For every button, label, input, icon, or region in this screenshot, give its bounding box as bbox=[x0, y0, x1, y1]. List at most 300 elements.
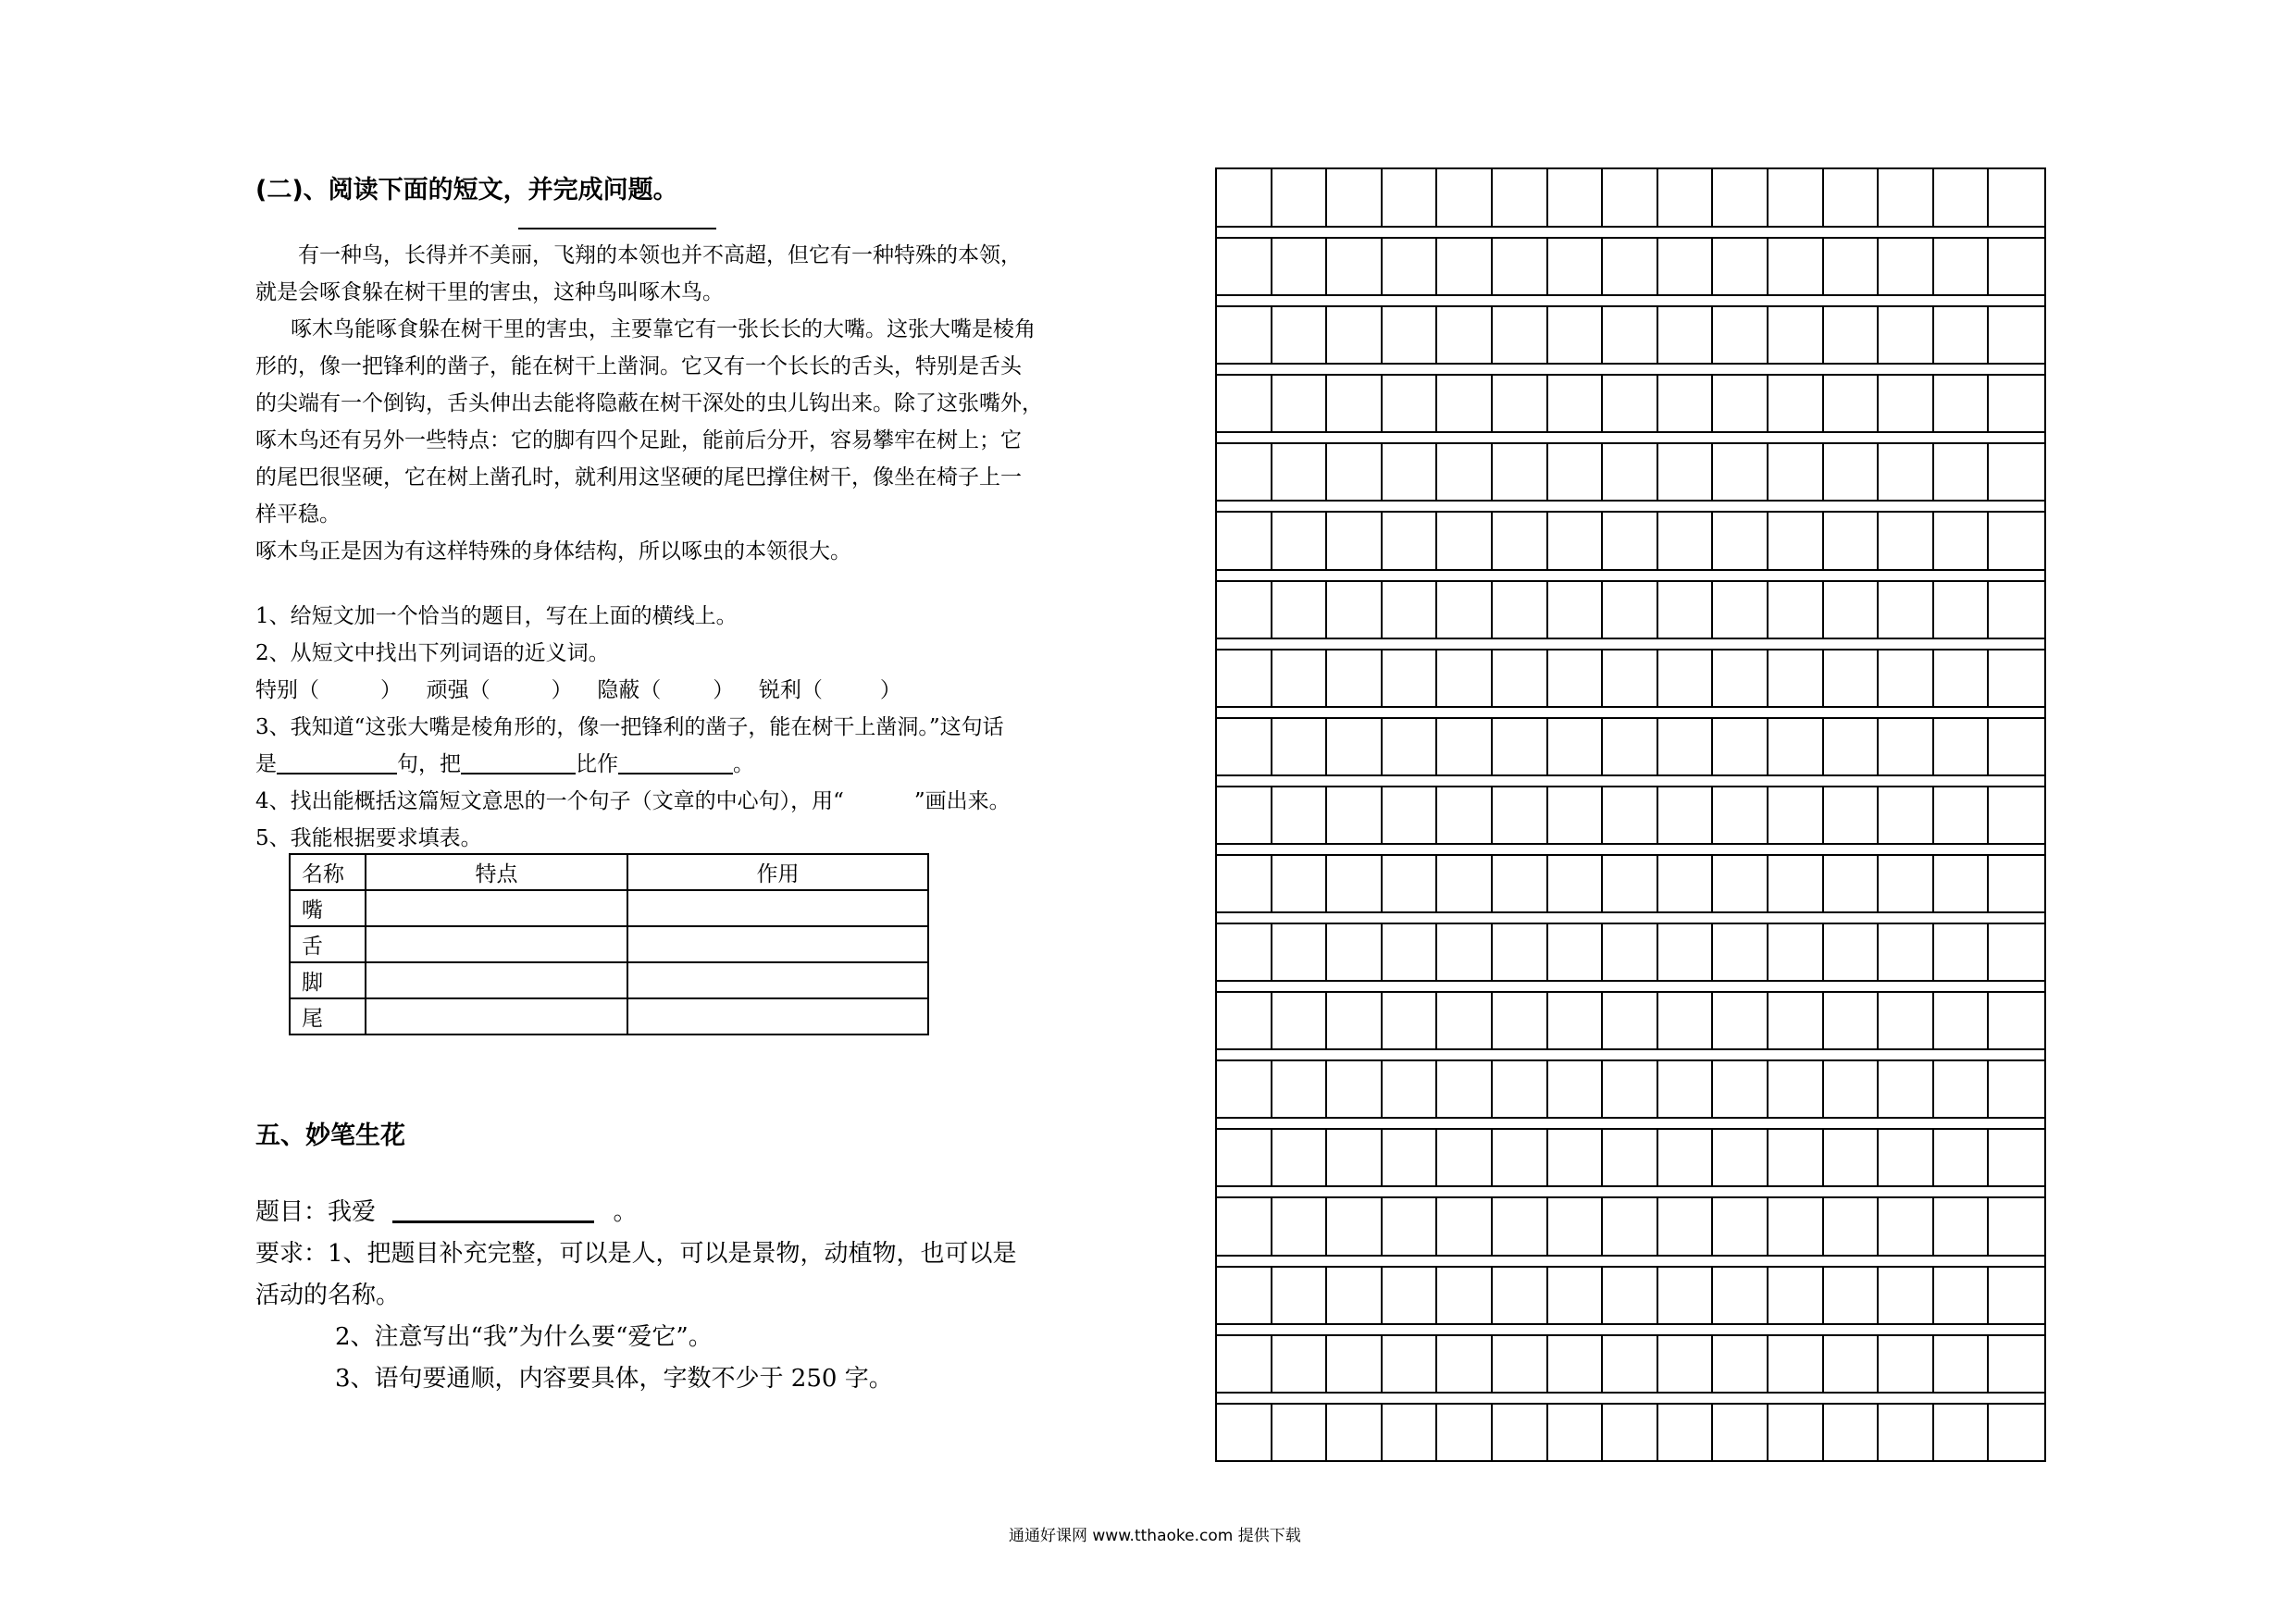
grid-cell[interactable] bbox=[1603, 855, 1658, 911]
grid-cell[interactable] bbox=[1493, 1198, 1548, 1255]
grid-cell[interactable] bbox=[1824, 375, 1880, 431]
grid-cell[interactable] bbox=[1879, 513, 1934, 569]
grid-cell[interactable] bbox=[1437, 1198, 1493, 1255]
grid-cell[interactable] bbox=[1217, 718, 1272, 774]
grid-cell[interactable] bbox=[1493, 513, 1548, 569]
grid-cell[interactable] bbox=[1934, 1198, 1990, 1255]
grid-cell[interactable] bbox=[1217, 1060, 1272, 1117]
grid-cell[interactable] bbox=[1879, 1335, 1934, 1392]
grid-cell[interactable] bbox=[1603, 238, 1658, 294]
grid-cell[interactable] bbox=[1934, 718, 1990, 774]
grid-cell[interactable] bbox=[1989, 238, 2044, 294]
grid-cell[interactable] bbox=[1658, 1198, 1714, 1255]
grid-cell[interactable] bbox=[1327, 1060, 1383, 1117]
grid-cell[interactable] bbox=[1383, 855, 1438, 911]
grid-cell[interactable] bbox=[1272, 718, 1328, 774]
grid-cell[interactable] bbox=[1437, 855, 1493, 911]
grid-cell[interactable] bbox=[1658, 787, 1714, 843]
grid-cell[interactable] bbox=[1272, 787, 1328, 843]
grid-cell[interactable] bbox=[1548, 1404, 1604, 1460]
grid-cell[interactable] bbox=[1437, 306, 1493, 363]
grid-cell[interactable] bbox=[1934, 1267, 1990, 1323]
grid-cell[interactable] bbox=[1493, 238, 1548, 294]
grid-cell[interactable] bbox=[1493, 443, 1548, 500]
grid-cell[interactable] bbox=[1658, 1060, 1714, 1117]
grid-cell[interactable] bbox=[1824, 718, 1880, 774]
answer-blank[interactable] bbox=[461, 749, 576, 774]
grid-cell[interactable] bbox=[1879, 375, 1934, 431]
grid-cell[interactable] bbox=[1272, 1129, 1328, 1185]
answer-cell[interactable] bbox=[366, 890, 627, 926]
grid-cell[interactable] bbox=[1383, 306, 1438, 363]
grid-cell[interactable] bbox=[1824, 306, 1880, 363]
answer-cell[interactable] bbox=[366, 998, 627, 1035]
grid-cell[interactable] bbox=[1769, 238, 1824, 294]
grid-cell[interactable] bbox=[1493, 169, 1548, 226]
grid-cell[interactable] bbox=[1548, 1267, 1604, 1323]
grid-cell[interactable] bbox=[1658, 1129, 1714, 1185]
grid-cell[interactable] bbox=[1217, 581, 1272, 638]
grid-cell[interactable] bbox=[1272, 1267, 1328, 1323]
grid-cell[interactable] bbox=[1603, 581, 1658, 638]
grid-cell[interactable] bbox=[1217, 513, 1272, 569]
grid-cell[interactable] bbox=[1934, 1129, 1990, 1185]
grid-cell[interactable] bbox=[1217, 238, 1272, 294]
grid-cell[interactable] bbox=[1989, 169, 2044, 226]
grid-cell[interactable] bbox=[1658, 306, 1714, 363]
grid-cell[interactable] bbox=[1217, 923, 1272, 980]
grid-cell[interactable] bbox=[1327, 787, 1383, 843]
grid-cell[interactable] bbox=[1769, 1404, 1824, 1460]
grid-cell[interactable] bbox=[1548, 306, 1604, 363]
grid-cell[interactable] bbox=[1383, 923, 1438, 980]
grid-cell[interactable] bbox=[1272, 581, 1328, 638]
grid-cell[interactable] bbox=[1493, 718, 1548, 774]
grid-cell[interactable] bbox=[1934, 169, 1990, 226]
grid-cell[interactable] bbox=[1989, 443, 2044, 500]
grid-cell[interactable] bbox=[1824, 992, 1880, 1048]
grid-cell[interactable] bbox=[1383, 992, 1438, 1048]
grid-cell[interactable] bbox=[1713, 923, 1769, 980]
answer-cell[interactable] bbox=[627, 962, 928, 998]
grid-cell[interactable] bbox=[1658, 923, 1714, 980]
grid-cell[interactable] bbox=[1769, 443, 1824, 500]
grid-cell[interactable] bbox=[1437, 1404, 1493, 1460]
grid-cell[interactable] bbox=[1272, 1060, 1328, 1117]
grid-cell[interactable] bbox=[1272, 306, 1328, 363]
grid-cell[interactable] bbox=[1548, 375, 1604, 431]
grid-cell[interactable] bbox=[1658, 1335, 1714, 1392]
grid-cell[interactable] bbox=[1658, 855, 1714, 911]
grid-cell[interactable] bbox=[1603, 306, 1658, 363]
grid-cell[interactable] bbox=[1713, 513, 1769, 569]
grid-cell[interactable] bbox=[1548, 718, 1604, 774]
grid-cell[interactable] bbox=[1548, 169, 1604, 226]
grid-cell[interactable] bbox=[1658, 238, 1714, 294]
grid-cell[interactable] bbox=[1713, 169, 1769, 226]
grid-cell[interactable] bbox=[1327, 1404, 1383, 1460]
grid-cell[interactable] bbox=[1824, 1060, 1880, 1117]
grid-cell[interactable] bbox=[1713, 650, 1769, 706]
grid-cell[interactable] bbox=[1989, 1335, 2044, 1392]
grid-cell[interactable] bbox=[1383, 513, 1438, 569]
grid-cell[interactable] bbox=[1934, 581, 1990, 638]
grid-cell[interactable] bbox=[1713, 443, 1769, 500]
grid-cell[interactable] bbox=[1989, 923, 2044, 980]
grid-cell[interactable] bbox=[1713, 1129, 1769, 1185]
grid-cell[interactable] bbox=[1493, 1335, 1548, 1392]
grid-cell[interactable] bbox=[1493, 1404, 1548, 1460]
grid-cell[interactable] bbox=[1658, 650, 1714, 706]
grid-cell[interactable] bbox=[1989, 1060, 2044, 1117]
grid-cell[interactable] bbox=[1824, 1129, 1880, 1185]
grid-cell[interactable] bbox=[1548, 1335, 1604, 1392]
grid-cell[interactable] bbox=[1824, 443, 1880, 500]
grid-cell[interactable] bbox=[1934, 306, 1990, 363]
grid-cell[interactable] bbox=[1548, 581, 1604, 638]
grid-cell[interactable] bbox=[1769, 375, 1824, 431]
grid-cell[interactable] bbox=[1437, 581, 1493, 638]
grid-cell[interactable] bbox=[1437, 238, 1493, 294]
grid-cell[interactable] bbox=[1603, 787, 1658, 843]
grid-cell[interactable] bbox=[1327, 1129, 1383, 1185]
grid-cell[interactable] bbox=[1934, 443, 1990, 500]
grid-cell[interactable] bbox=[1272, 375, 1328, 431]
grid-cell[interactable] bbox=[1989, 718, 2044, 774]
grid-cell[interactable] bbox=[1989, 581, 2044, 638]
grid-cell[interactable] bbox=[1383, 169, 1438, 226]
grid-cell[interactable] bbox=[1327, 650, 1383, 706]
grid-cell[interactable] bbox=[1217, 992, 1272, 1048]
grid-cell[interactable] bbox=[1658, 375, 1714, 431]
grid-cell[interactable] bbox=[1658, 992, 1714, 1048]
grid-cell[interactable] bbox=[1383, 581, 1438, 638]
grid-cell[interactable] bbox=[1437, 1267, 1493, 1323]
grid-cell[interactable] bbox=[1934, 238, 1990, 294]
grid-cell[interactable] bbox=[1327, 718, 1383, 774]
grid-cell[interactable] bbox=[1879, 1404, 1934, 1460]
grid-cell[interactable] bbox=[1493, 650, 1548, 706]
grid-cell[interactable] bbox=[1989, 855, 2044, 911]
grid-cell[interactable] bbox=[1217, 855, 1272, 911]
grid-cell[interactable] bbox=[1989, 1129, 2044, 1185]
grid-cell[interactable] bbox=[1383, 787, 1438, 843]
grid-cell[interactable] bbox=[1383, 1267, 1438, 1323]
grid-cell[interactable] bbox=[1713, 718, 1769, 774]
grid-cell[interactable] bbox=[1824, 1335, 1880, 1392]
grid-cell[interactable] bbox=[1272, 855, 1328, 911]
grid-cell[interactable] bbox=[1934, 923, 1990, 980]
answer-cell[interactable] bbox=[627, 926, 928, 962]
grid-cell[interactable] bbox=[1713, 1404, 1769, 1460]
grid-cell[interactable] bbox=[1217, 306, 1272, 363]
grid-cell[interactable] bbox=[1272, 992, 1328, 1048]
grid-cell[interactable] bbox=[1824, 513, 1880, 569]
grid-cell[interactable] bbox=[1327, 306, 1383, 363]
grid-cell[interactable] bbox=[1548, 1060, 1604, 1117]
grid-cell[interactable] bbox=[1327, 375, 1383, 431]
grid-cell[interactable] bbox=[1713, 1267, 1769, 1323]
grid-cell[interactable] bbox=[1989, 992, 2044, 1048]
grid-cell[interactable] bbox=[1327, 513, 1383, 569]
grid-cell[interactable] bbox=[1383, 443, 1438, 500]
grid-cell[interactable] bbox=[1383, 1404, 1438, 1460]
grid-cell[interactable] bbox=[1769, 1060, 1824, 1117]
grid-cell[interactable] bbox=[1548, 513, 1604, 569]
grid-cell[interactable] bbox=[1548, 1129, 1604, 1185]
grid-cell[interactable] bbox=[1934, 1335, 1990, 1392]
grid-cell[interactable] bbox=[1548, 855, 1604, 911]
grid-cell[interactable] bbox=[1603, 718, 1658, 774]
grid-cell[interactable] bbox=[1603, 1060, 1658, 1117]
grid-cell[interactable] bbox=[1824, 1198, 1880, 1255]
grid-cell[interactable] bbox=[1658, 581, 1714, 638]
grid-cell[interactable] bbox=[1272, 1198, 1328, 1255]
grid-cell[interactable] bbox=[1713, 1335, 1769, 1392]
grid-cell[interactable] bbox=[1713, 855, 1769, 911]
grid-cell[interactable] bbox=[1658, 169, 1714, 226]
grid-cell[interactable] bbox=[1493, 1267, 1548, 1323]
grid-cell[interactable] bbox=[1769, 650, 1824, 706]
grid-cell[interactable] bbox=[1934, 1404, 1990, 1460]
grid-cell[interactable] bbox=[1879, 169, 1934, 226]
grid-cell[interactable] bbox=[1824, 581, 1880, 638]
grid-cell[interactable] bbox=[1769, 169, 1824, 226]
grid-cell[interactable] bbox=[1437, 513, 1493, 569]
grid-cell[interactable] bbox=[1327, 1335, 1383, 1392]
grid-cell[interactable] bbox=[1383, 238, 1438, 294]
grid-cell[interactable] bbox=[1769, 306, 1824, 363]
grid-cell[interactable] bbox=[1493, 855, 1548, 911]
grid-cell[interactable] bbox=[1769, 513, 1824, 569]
grid-cell[interactable] bbox=[1769, 1129, 1824, 1185]
grid-cell[interactable] bbox=[1934, 375, 1990, 431]
grid-row bbox=[1217, 855, 2044, 911]
grid-cell[interactable] bbox=[1989, 375, 2044, 431]
title-blank-line[interactable] bbox=[518, 228, 716, 229]
answer-cell[interactable] bbox=[366, 962, 627, 998]
grid-cell[interactable] bbox=[1879, 1267, 1934, 1323]
grid-cell[interactable] bbox=[1217, 375, 1272, 431]
grid-cell[interactable] bbox=[1713, 306, 1769, 363]
grid-cell[interactable] bbox=[1548, 443, 1604, 500]
grid-cell[interactable] bbox=[1769, 992, 1824, 1048]
grid-cell[interactable] bbox=[1824, 787, 1880, 843]
answer-blank[interactable] bbox=[618, 749, 733, 774]
grid-cell[interactable] bbox=[1217, 1335, 1272, 1392]
grid-cell[interactable] bbox=[1934, 855, 1990, 911]
grid-cell[interactable] bbox=[1989, 650, 2044, 706]
grid-cell[interactable] bbox=[1824, 238, 1880, 294]
grid-cell[interactable] bbox=[1658, 718, 1714, 774]
grid-cell[interactable] bbox=[1272, 169, 1328, 226]
grid-cell[interactable] bbox=[1548, 923, 1604, 980]
grid-cell[interactable] bbox=[1437, 1335, 1493, 1392]
grid-cell[interactable] bbox=[1713, 1198, 1769, 1255]
grid-cell[interactable] bbox=[1437, 787, 1493, 843]
grid-cell[interactable] bbox=[1879, 238, 1934, 294]
grid-cell[interactable] bbox=[1327, 1267, 1383, 1323]
grid-cell[interactable] bbox=[1437, 1129, 1493, 1185]
grid-cell[interactable] bbox=[1383, 375, 1438, 431]
grid-cell[interactable] bbox=[1327, 923, 1383, 980]
grid-cell[interactable] bbox=[1603, 513, 1658, 569]
grid-cell[interactable] bbox=[1824, 650, 1880, 706]
grid-cell[interactable] bbox=[1879, 787, 1934, 843]
grid-cell[interactable] bbox=[1824, 855, 1880, 911]
grid-cell[interactable] bbox=[1548, 238, 1604, 294]
grid-cell[interactable] bbox=[1603, 923, 1658, 980]
grid-cell[interactable] bbox=[1217, 650, 1272, 706]
grid-cell[interactable] bbox=[1879, 855, 1934, 911]
grid-cell[interactable] bbox=[1493, 581, 1548, 638]
grid-cell[interactable] bbox=[1603, 443, 1658, 500]
grid-cell[interactable] bbox=[1603, 1198, 1658, 1255]
grid-cell[interactable] bbox=[1603, 375, 1658, 431]
grid-cell[interactable] bbox=[1989, 1198, 2044, 1255]
grid-cell[interactable] bbox=[1327, 581, 1383, 638]
grid-cell[interactable] bbox=[1934, 787, 1990, 843]
grid-cell[interactable] bbox=[1217, 443, 1272, 500]
grid-cell[interactable] bbox=[1217, 1129, 1272, 1185]
grid-cell[interactable] bbox=[1327, 1198, 1383, 1255]
writing-heading: 五、妙笔生花 bbox=[255, 1121, 405, 1150]
grid-cell[interactable] bbox=[1327, 992, 1383, 1048]
grid-cell[interactable] bbox=[1603, 1267, 1658, 1323]
grid-cell[interactable] bbox=[1603, 650, 1658, 706]
grid-cell[interactable] bbox=[1493, 1129, 1548, 1185]
grid-cell[interactable] bbox=[1879, 306, 1934, 363]
grid-cell[interactable] bbox=[1493, 992, 1548, 1048]
grid-cell[interactable] bbox=[1272, 923, 1328, 980]
grid-cell[interactable] bbox=[1824, 169, 1880, 226]
grid-cell[interactable] bbox=[1934, 650, 1990, 706]
grid-cell[interactable] bbox=[1437, 443, 1493, 500]
grid-cell[interactable] bbox=[1548, 992, 1604, 1048]
grid-cell[interactable] bbox=[1383, 1335, 1438, 1392]
grid-cell[interactable] bbox=[1989, 306, 2044, 363]
grid-cell[interactable] bbox=[1879, 923, 1934, 980]
grid-cell[interactable] bbox=[1493, 923, 1548, 980]
grid-cell[interactable] bbox=[1824, 1267, 1880, 1323]
grid-cell[interactable] bbox=[1879, 443, 1934, 500]
grid-cell[interactable] bbox=[1713, 787, 1769, 843]
grid-cell[interactable] bbox=[1989, 787, 2044, 843]
answer-cell[interactable] bbox=[627, 890, 928, 926]
grid-cell[interactable] bbox=[1548, 787, 1604, 843]
grid-cell[interactable] bbox=[1769, 1198, 1824, 1255]
grid-cell[interactable] bbox=[1713, 1060, 1769, 1117]
grid-cell[interactable] bbox=[1603, 1404, 1658, 1460]
grid-cell[interactable] bbox=[1879, 718, 1934, 774]
grid-cell[interactable] bbox=[1327, 855, 1383, 911]
grid-cell[interactable] bbox=[1437, 1060, 1493, 1117]
grid-cell[interactable] bbox=[1437, 375, 1493, 431]
grid-cell[interactable] bbox=[1879, 1198, 1934, 1255]
grid-cell[interactable] bbox=[1658, 1267, 1714, 1323]
answer-blank[interactable] bbox=[277, 749, 397, 774]
grid-cell[interactable] bbox=[1217, 787, 1272, 843]
grid-cell[interactable] bbox=[1493, 1060, 1548, 1117]
grid-cell[interactable] bbox=[1658, 1404, 1714, 1460]
grid-cell[interactable] bbox=[1603, 992, 1658, 1048]
grid-cell[interactable] bbox=[1658, 443, 1714, 500]
grid-cell[interactable] bbox=[1493, 306, 1548, 363]
grid-cell[interactable] bbox=[1879, 992, 1934, 1048]
grid-cell[interactable] bbox=[1548, 1198, 1604, 1255]
grid-cell[interactable] bbox=[1879, 1129, 1934, 1185]
grid-cell[interactable] bbox=[1327, 169, 1383, 226]
grid-cell[interactable] bbox=[1217, 1404, 1272, 1460]
grid-cell[interactable] bbox=[1769, 718, 1824, 774]
grid-cell[interactable] bbox=[1879, 581, 1934, 638]
grid-cell[interactable] bbox=[1769, 787, 1824, 843]
grid-cell[interactable] bbox=[1769, 855, 1824, 911]
grid-cell[interactable] bbox=[1658, 513, 1714, 569]
grid-cell[interactable] bbox=[1493, 787, 1548, 843]
grid-cell[interactable] bbox=[1603, 1129, 1658, 1185]
grid-cell[interactable] bbox=[1217, 1198, 1272, 1255]
answer-cell[interactable] bbox=[627, 998, 928, 1035]
answer-cell[interactable] bbox=[366, 926, 627, 962]
grid-cell[interactable] bbox=[1989, 513, 2044, 569]
grid-cell[interactable] bbox=[1934, 992, 1990, 1048]
grid-cell[interactable] bbox=[1713, 581, 1769, 638]
grid-cell[interactable] bbox=[1437, 650, 1493, 706]
grid-cell[interactable] bbox=[1989, 1404, 2044, 1460]
grid-cell[interactable] bbox=[1824, 1404, 1880, 1460]
grid-cell[interactable] bbox=[1769, 581, 1824, 638]
grid-cell[interactable] bbox=[1934, 1060, 1990, 1117]
grid-cell[interactable] bbox=[1437, 718, 1493, 774]
grid-cell[interactable] bbox=[1383, 650, 1438, 706]
grid-cell[interactable] bbox=[1327, 238, 1383, 294]
grid-cell[interactable] bbox=[1879, 1060, 1934, 1117]
grid-cell[interactable] bbox=[1272, 443, 1328, 500]
grid-cell[interactable] bbox=[1493, 375, 1548, 431]
grid-cell[interactable] bbox=[1437, 992, 1493, 1048]
grid-cell[interactable] bbox=[1879, 650, 1934, 706]
grid-cell[interactable] bbox=[1824, 923, 1880, 980]
grid-cell[interactable] bbox=[1383, 1060, 1438, 1117]
grid-cell[interactable] bbox=[1217, 169, 1272, 226]
grid-cell[interactable] bbox=[1327, 443, 1383, 500]
grid-cell[interactable] bbox=[1272, 650, 1328, 706]
grid-cell[interactable] bbox=[1713, 375, 1769, 431]
grid-cell[interactable] bbox=[1769, 1267, 1824, 1323]
grid-cell[interactable] bbox=[1272, 513, 1328, 569]
grid-cell[interactable] bbox=[1437, 923, 1493, 980]
grid-cell[interactable] bbox=[1713, 992, 1769, 1048]
grid-cell[interactable] bbox=[1769, 1335, 1824, 1392]
grid-cell[interactable] bbox=[1548, 650, 1604, 706]
grid-cell[interactable] bbox=[1989, 1267, 2044, 1323]
grid-cell[interactable] bbox=[1217, 1267, 1272, 1323]
grid-cell[interactable] bbox=[1713, 238, 1769, 294]
grid-cell[interactable] bbox=[1383, 718, 1438, 774]
grid-cell[interactable] bbox=[1272, 1335, 1328, 1392]
grid-cell[interactable] bbox=[1272, 238, 1328, 294]
grid-cell[interactable] bbox=[1603, 1335, 1658, 1392]
grid-cell[interactable] bbox=[1272, 1404, 1328, 1460]
grid-cell[interactable] bbox=[1603, 169, 1658, 226]
grid-cell[interactable] bbox=[1383, 1198, 1438, 1255]
grid-cell[interactable] bbox=[1769, 923, 1824, 980]
grid-cell[interactable] bbox=[1934, 513, 1990, 569]
grid-cell[interactable] bbox=[1383, 1129, 1438, 1185]
grid-cell[interactable] bbox=[1437, 169, 1493, 226]
title-blank[interactable] bbox=[392, 1196, 594, 1223]
